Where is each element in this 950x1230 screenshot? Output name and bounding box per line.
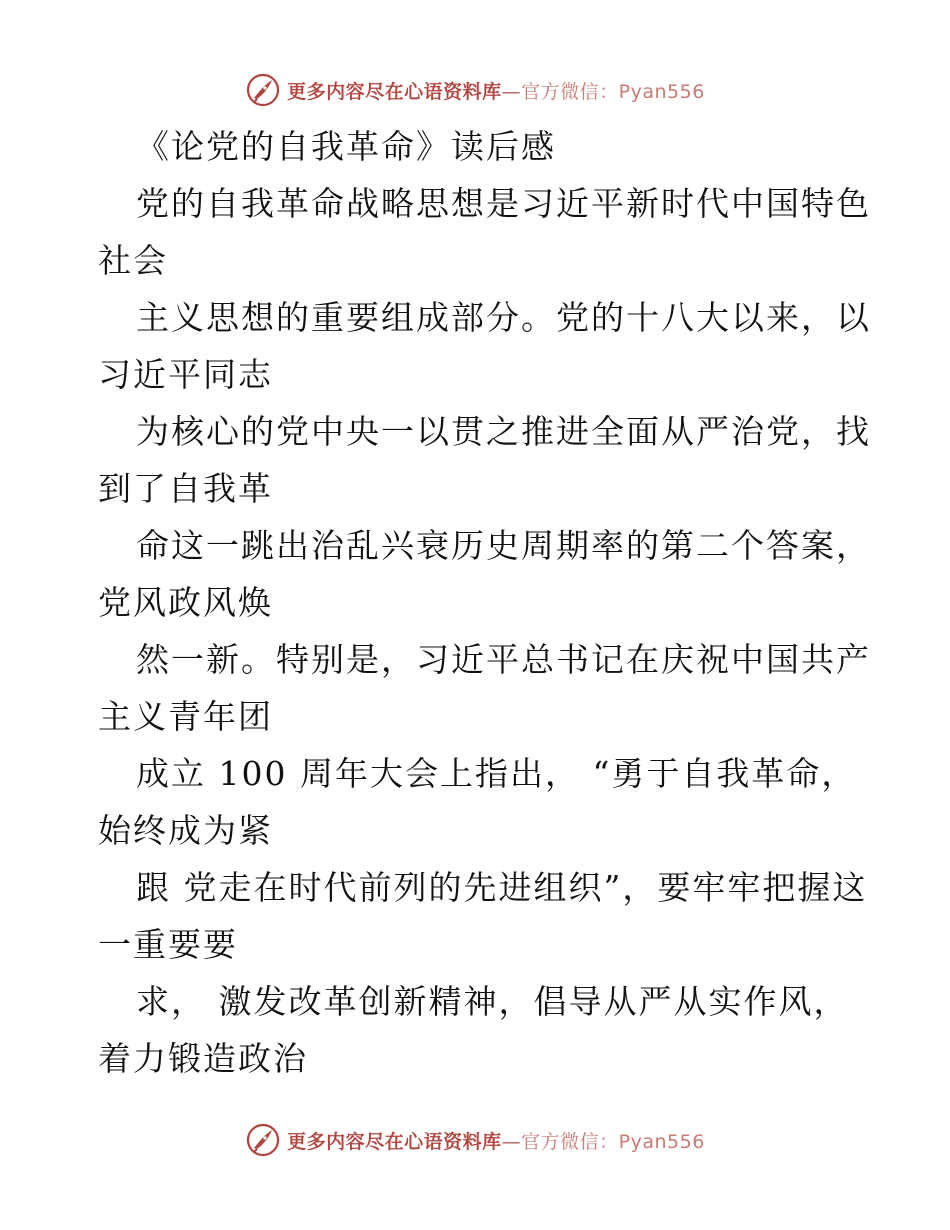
text-line: 到了自我革 <box>98 469 273 508</box>
fountain-pen-logo-icon <box>245 72 281 108</box>
text-line: 社会 <box>98 241 168 280</box>
text-line: 跟 党走在时代前列的先进组织”，要牢牢把握这 <box>136 868 868 907</box>
document-title: 《论党的自我革命》读后感 <box>136 127 556 166</box>
text-line: 一重要要 <box>98 925 238 964</box>
footer-separator: — <box>501 1130 522 1153</box>
text-line: 党风政风焕 <box>98 583 273 622</box>
text-line: 党的自我革命战略思想是习近平新时代中国特色 <box>136 184 871 223</box>
text-line: 主义思想的重要组成部分。党的十八大以来，以 <box>136 298 871 337</box>
text-line: 着力锻造政治 <box>98 1039 308 1078</box>
fountain-pen-logo-icon <box>245 1122 281 1158</box>
header-separator: — <box>501 80 522 103</box>
text-line: 命这一跳出治乱兴衰历史周期率的第二个答案， <box>136 526 871 565</box>
footer-brand: 更多内容尽在心语资料库 <box>287 1130 502 1153</box>
footer-banner <box>0 1120 950 1160</box>
text-line: 为核心的党中央一以贯之推进全面从严治党，找 <box>136 412 871 451</box>
document-body <box>0 118 950 1087</box>
header-text <box>287 77 705 104</box>
text-line: 主义青年团 <box>98 697 273 736</box>
header-wechat: 官方微信：Pyan556 <box>521 80 705 103</box>
header-brand: 更多内容尽在心语资料库 <box>287 80 502 103</box>
header-banner <box>0 70 950 110</box>
text-line: 始终成为紧 <box>98 811 273 850</box>
text-line: 然一新。特别是，习近平总书记在庆祝中国共产 <box>136 640 871 679</box>
text-line: 求， 激发改革创新精神，倡导从严从实作风， <box>136 982 849 1021</box>
footer-wechat: 官方微信：Pyan556 <box>521 1130 705 1153</box>
text-line: 习近平同志 <box>98 355 273 394</box>
text-line: 成立 100 周年大会上指出， “勇于自我革命， <box>136 754 857 793</box>
footer-text <box>287 1127 705 1154</box>
